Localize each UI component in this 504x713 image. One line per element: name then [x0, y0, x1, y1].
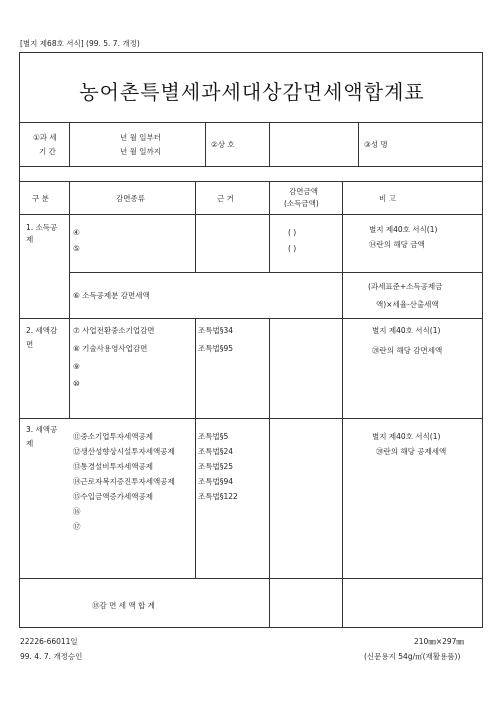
basis-14: 조특법§94: [198, 477, 234, 486]
item-8: ⑧ 기술사용영사업감면: [73, 344, 148, 353]
item-15: ⑮수입금액증가세액공제: [73, 492, 153, 501]
rule-col4: [342, 181, 343, 628]
item-7: ⑦ 사업전환중소기업감면: [73, 326, 155, 335]
section2-label-2: 면: [26, 340, 34, 349]
form-border: [19, 52, 483, 628]
form-code: 22226-66011일: [20, 637, 78, 646]
item-5: ⑤: [73, 244, 80, 253]
rule-col3a: [269, 181, 270, 272]
section2-remark-2: ⑳란의 해당 감면세액: [372, 346, 443, 355]
col-category-header: 구 분: [32, 194, 49, 203]
section2-remark-1: 별지 제40호 서식(1): [372, 326, 441, 335]
rule-section3-bottom: [19, 578, 483, 579]
item-10: ⑩: [73, 379, 80, 388]
item-9: ⑨: [73, 362, 80, 371]
total-label: ⑱감 면 세 액 합 계: [92, 601, 155, 610]
section3-remark-2: ⑳란의 해당 공제세액: [376, 447, 447, 456]
rule-info-top: [19, 122, 483, 123]
section1-label: 1. 소득공: [26, 223, 58, 232]
basis-12: 조특법§24: [198, 447, 234, 456]
rule-item6-top: [69, 272, 483, 273]
col-type-header: 감면종류: [116, 194, 145, 203]
item-16: ⑯: [73, 507, 81, 516]
rule-section2-bottom: [19, 418, 483, 419]
col-amount-subheader: (소득금액): [284, 199, 319, 208]
trade-name-label: ②상 호: [211, 140, 235, 149]
period-label: ①과 세: [33, 133, 57, 142]
section1-remark-2: ⑭란의 해당 금액: [369, 240, 425, 249]
basis-13: 조특법§25: [198, 462, 234, 471]
amount-paren-1: ( ): [288, 228, 297, 237]
rule-info-v3: [269, 122, 270, 166]
section3-remark-1: 별지 제40호 서식(1): [372, 432, 441, 441]
rule-info-v1: [69, 122, 70, 166]
item-17: ⑰: [73, 522, 81, 531]
form-title: 농어촌특별세과세대상감면세액합계표: [79, 80, 425, 104]
section1-remark-4: 액)×세율-산출세액: [376, 300, 439, 309]
item-6: ⑥ 소득공제분 감면세액: [73, 291, 150, 300]
basis-8: 조특법§95: [198, 344, 234, 353]
col-amount-header: 감면금액: [289, 187, 318, 196]
rule-col2a: [195, 181, 196, 272]
period-label-2: 기 간: [39, 147, 56, 156]
section3-label: 3. 세액공: [26, 425, 58, 434]
col-basis-header: 근 거: [217, 194, 234, 203]
paper-spec: (신문용지 54g/㎡(재활용품)): [364, 652, 461, 661]
basis-11: 조특법§5: [198, 432, 229, 441]
approval-note: 99. 4. 7. 개정승인: [20, 652, 83, 661]
rule-info-v2: [205, 122, 206, 166]
rule-header-bottom: [19, 214, 483, 215]
rule-info-v4: [358, 122, 359, 166]
item-14: ⑭근로자복지증진투자세액공제: [73, 477, 175, 486]
rule-table-top: [19, 181, 483, 182]
col-remarks-header: 비 고: [379, 194, 396, 203]
section2-label: 2. 세액감: [26, 326, 58, 335]
item-11: ⑪중소기업투자세액공제: [73, 432, 153, 441]
rule-col3b: [269, 318, 270, 628]
section1-remark-3: (과세표준+소득공제금: [368, 282, 443, 291]
rule-col1: [69, 181, 70, 418]
paper-size: 210㎜×297㎜: [414, 637, 464, 646]
item-12: ⑫생산성향상시설투자세액공제: [73, 447, 175, 456]
basis-7: 조특법§34: [198, 326, 234, 335]
section1-label-2: 제: [26, 235, 34, 244]
item-4: ④: [73, 228, 80, 237]
basis-15: 조특법§122: [198, 492, 238, 501]
rule-col2b: [195, 318, 196, 578]
header-note: [별지 제68호 서식] (99. 5. 7. 개정): [20, 39, 140, 48]
rule-section1-bottom: [19, 318, 483, 319]
name-label: ③성 명: [364, 140, 388, 149]
item-13: ⑬통경설비투자세액공제: [73, 462, 153, 471]
section3-label-2: 제: [26, 439, 34, 448]
section1-remark-1: 별지 제40호 서식(1): [369, 225, 438, 234]
amount-paren-2: ( ): [288, 244, 297, 253]
period-to: 년 월 일까지: [120, 147, 161, 156]
rule-info-bottom: [19, 166, 483, 167]
period-from: 년 월 일부터: [120, 133, 161, 142]
